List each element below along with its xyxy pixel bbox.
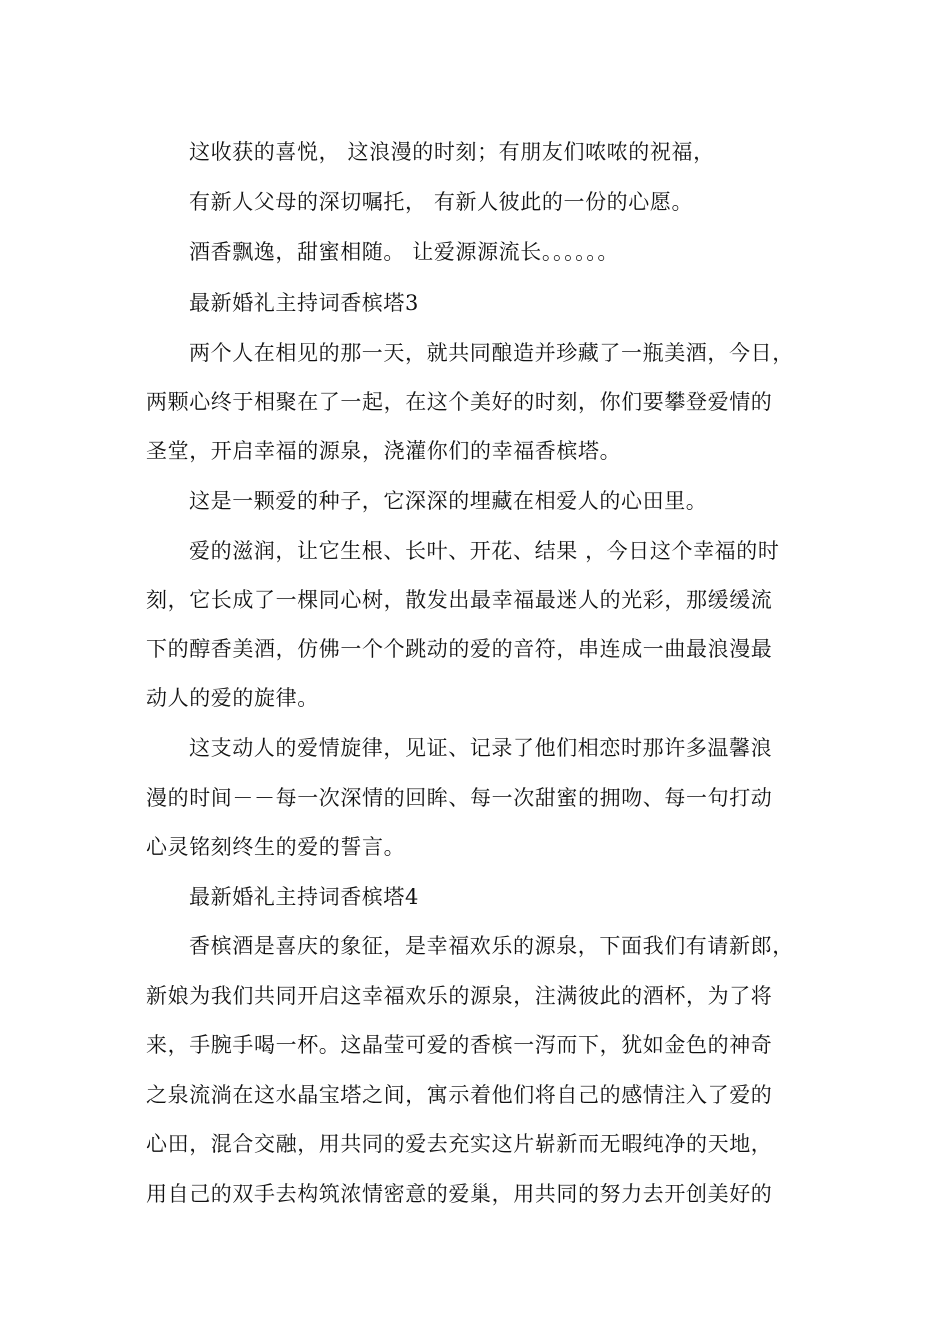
text-line: 之泉流淌在这水晶宝塔之间，寓示着他们将自己的感情注入了爱的 bbox=[146, 1083, 773, 1107]
text-line: 心田，混合交融，用共同的爱去充实这片崭新而无暇纯净的天地， bbox=[146, 1132, 773, 1156]
section-heading: 最新婚礼主持词香槟塔4 bbox=[189, 885, 419, 909]
text-line: 两颗心终于相聚在了一起，在这个美好的时刻，你们要攀登爱情的 bbox=[146, 390, 773, 414]
text-line: 两个人在相见的那一天，就共同酿造并珍藏了一瓶美酒，今日， bbox=[189, 341, 794, 365]
text-line: 爱的滋润，让它生根、长叶、开花、结果 ，今日这个幸福的时 bbox=[189, 539, 780, 563]
text-line: 用自己的双手去构筑浓情密意的爱巢，用共同的努力去开创美好的 bbox=[146, 1182, 773, 1206]
text-line: 圣堂，开启幸福的源泉，浇灌你们的幸福香槟塔。 bbox=[146, 439, 622, 463]
text-line: 酒香飘逸，甜蜜相随。 让爱源源流长。。。。。。 bbox=[189, 240, 619, 264]
text-line: 刻，它长成了一棵同心树，散发出最幸福最迷人的光彩，那缓缓流 bbox=[146, 588, 773, 612]
text-line: 这支动人的爱情旋律，见证、记录了他们相恋时那许多温馨浪 bbox=[189, 736, 773, 760]
section-heading: 最新婚礼主持词香槟塔3 bbox=[189, 291, 419, 315]
text-line: 新娘为我们共同开启这幸福欢乐的源泉，注满彼此的酒杯，为了将 bbox=[146, 984, 773, 1008]
text-line: 心灵铭刻终生的爱的誓言。 bbox=[146, 835, 406, 859]
text-line: 有新人父母的深切嘱托， 有新人彼此的一份的心愿。 bbox=[189, 190, 694, 214]
text-line: 这是一颗爱的种子，它深深的埋藏在相爱人的心田里。 bbox=[189, 489, 708, 513]
text-line: 香槟酒是喜庆的象征，是幸福欢乐的源泉，下面我们有请新郎， bbox=[189, 934, 794, 958]
text-line: 漫的时间－－每一次深情的回眸、每一次甜蜜的拥吻、每一句打动 bbox=[146, 786, 773, 810]
text-line: 这收获的喜悦， 这浪漫的时刻；有朋友们哝哝的祝福， bbox=[189, 140, 715, 164]
text-line: 下的醇香美酒，仿佛一个个跳动的爱的音符，串连成一曲最浪漫最 bbox=[146, 637, 773, 661]
text-line: 来，手腕手喝一杯。这晶莹可爱的香槟一泻而下，犹如金色的神奇 bbox=[146, 1033, 773, 1057]
text-line: 动人的爱的旋律。 bbox=[146, 686, 319, 710]
